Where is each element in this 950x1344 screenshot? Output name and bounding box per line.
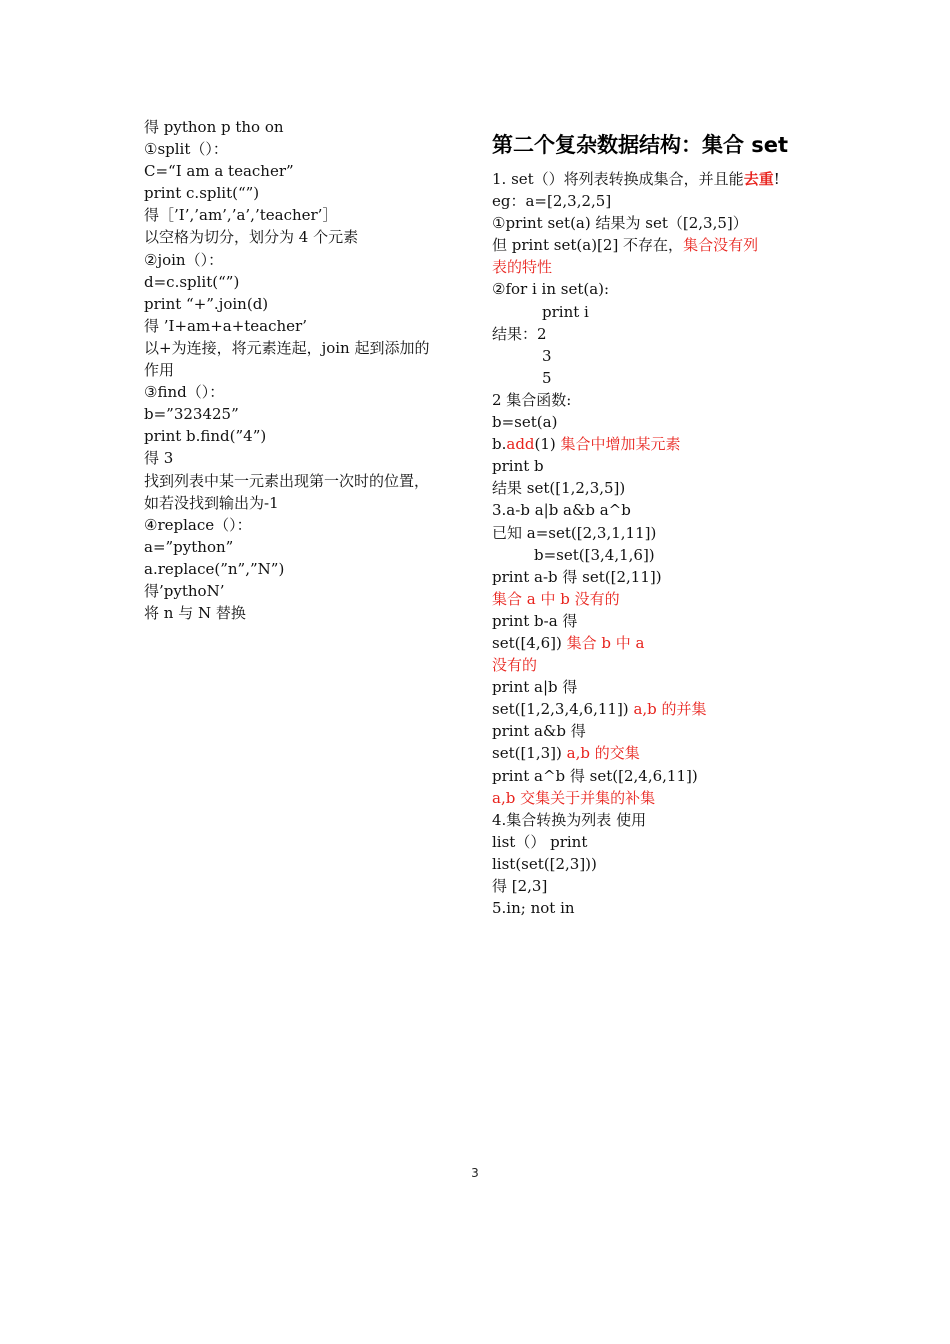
- left-line: b=”323425”: [144, 405, 239, 424]
- set-ops-title: 3.a-b a|b a&b a^b: [492, 501, 631, 520]
- dedupe-highlight: 去重: [743, 170, 774, 188]
- page-number: 3: [471, 1166, 479, 1180]
- for-line: ②for i in set(a):: [492, 280, 610, 299]
- left-line: ④replace（）：: [144, 515, 252, 534]
- known-b-line: b=set([3,4,1,6]): [534, 545, 655, 564]
- diff-ba-line: print b-a 得: [492, 611, 578, 630]
- set-intro-punct: !: [773, 170, 780, 188]
- left-line: 找到列表中某一元素出现第一次时的位置，: [144, 471, 430, 490]
- result-set-line: 结果 set([1,2,3,5]): [492, 479, 626, 498]
- right-column: [492, 130, 822, 919]
- list-print-line: list（） print: [492, 832, 588, 851]
- set-functions-title: 2 集合函数:: [492, 390, 572, 409]
- print-set-line: ①print set(a) 结果为 set（[2,3,5]）: [492, 214, 748, 233]
- set-intro-line: [492, 168, 822, 190]
- diff-ba-value: set([4,6]): [492, 633, 567, 652]
- left-line: 得 ’I+am+a+teacher’: [144, 316, 308, 335]
- index-text: 但 print set(a)[2] 不存在，: [492, 236, 684, 255]
- result-label: 结果：2: [492, 324, 547, 343]
- left-line: print b.find(”4”): [144, 427, 267, 446]
- eg-line: eg：a=[2,3,2,5]: [492, 192, 612, 211]
- result-3: 3: [542, 346, 552, 365]
- left-line: d=c.split(“”): [144, 272, 240, 291]
- index-line: [492, 234, 822, 256]
- b-set-line: b=set(a): [492, 413, 558, 432]
- result-5: 5: [542, 368, 552, 387]
- inter-line: print a&b 得: [492, 722, 586, 741]
- union-note: a,b 的并集: [633, 700, 707, 719]
- add-note: 集合中增加某元素: [560, 435, 681, 454]
- section-heading: 第二个复杂数据结构：集合 set: [492, 133, 789, 157]
- left-line: print “+”.join(d): [144, 294, 269, 313]
- left-line: 如若没找到输出为-1: [144, 493, 279, 512]
- add-line: [492, 433, 822, 455]
- left-line: 将 n 与 N 替换: [144, 604, 246, 623]
- diff-ba-value-line: [492, 632, 822, 654]
- left-line: ②join（）：: [144, 250, 224, 269]
- left-line: 得［’I’,’am’,’a’,’teacher’］: [144, 206, 338, 225]
- inter-value: set([1,3]): [492, 744, 567, 763]
- left-line: 得 python p tho on: [144, 118, 284, 136]
- sym-line: print a^b 得 set([2,4,6,11]): [492, 766, 698, 785]
- diff-ab-line: print a-b 得 set([2,11]): [492, 567, 662, 586]
- index-note-cont: 表的特性: [492, 258, 553, 277]
- inter-note: a,b 的交集: [566, 744, 640, 763]
- left-line: ①split（）：: [144, 140, 228, 159]
- left-line: a=”python”: [144, 537, 234, 556]
- add-args: (1): [534, 435, 561, 454]
- in-not-in-title: 5.in; not in: [492, 899, 575, 918]
- left-line: 作用: [144, 361, 175, 380]
- left-line: 得’pythoN’: [144, 581, 225, 600]
- left-line: 得 3: [144, 449, 174, 468]
- left-line: C=“I am a teacher”: [144, 162, 294, 181]
- list-result-line: 得 [2,3]: [492, 877, 548, 895]
- index-note: 集合没有列: [683, 236, 759, 255]
- inter-value-line: [492, 742, 822, 764]
- set-intro-text: 1. set（）将列表转换成集合，并且能: [492, 170, 744, 188]
- diff-ab-note: 集合 a 中 b 没有的: [492, 589, 620, 608]
- add-method: add: [506, 435, 535, 454]
- diff-ba-note: 集合 b 中 a: [566, 633, 645, 652]
- left-line: 以空格为切分，划分为 4 个元素: [144, 228, 359, 247]
- known-a-line: 已知 a=set([2,3,1,11]): [492, 523, 657, 542]
- union-line: print a|b 得: [492, 678, 578, 697]
- left-line: ③find（）：: [144, 383, 225, 402]
- left-column: [144, 116, 469, 624]
- diff-ba-note-cont: 没有的: [492, 656, 538, 675]
- sym-note: a,b 交集关于并集的补集: [492, 788, 656, 807]
- print-b-line: print b: [492, 457, 544, 476]
- print-i-line: print i: [542, 302, 589, 321]
- left-line: 以+为连接，将元素连起，join 起到添加的: [144, 338, 430, 357]
- union-value-line: [492, 698, 822, 720]
- left-line: a.replace(”n”,”N”): [144, 559, 285, 578]
- union-value: set([1,2,3,4,6,11]): [492, 700, 634, 719]
- left-line: print c.split(“”): [144, 184, 260, 203]
- list-expr-line: list(set([2,3])): [492, 854, 597, 873]
- add-prefix: b.: [492, 435, 507, 454]
- to-list-title: 4.集合转换为列表 使用: [492, 810, 647, 829]
